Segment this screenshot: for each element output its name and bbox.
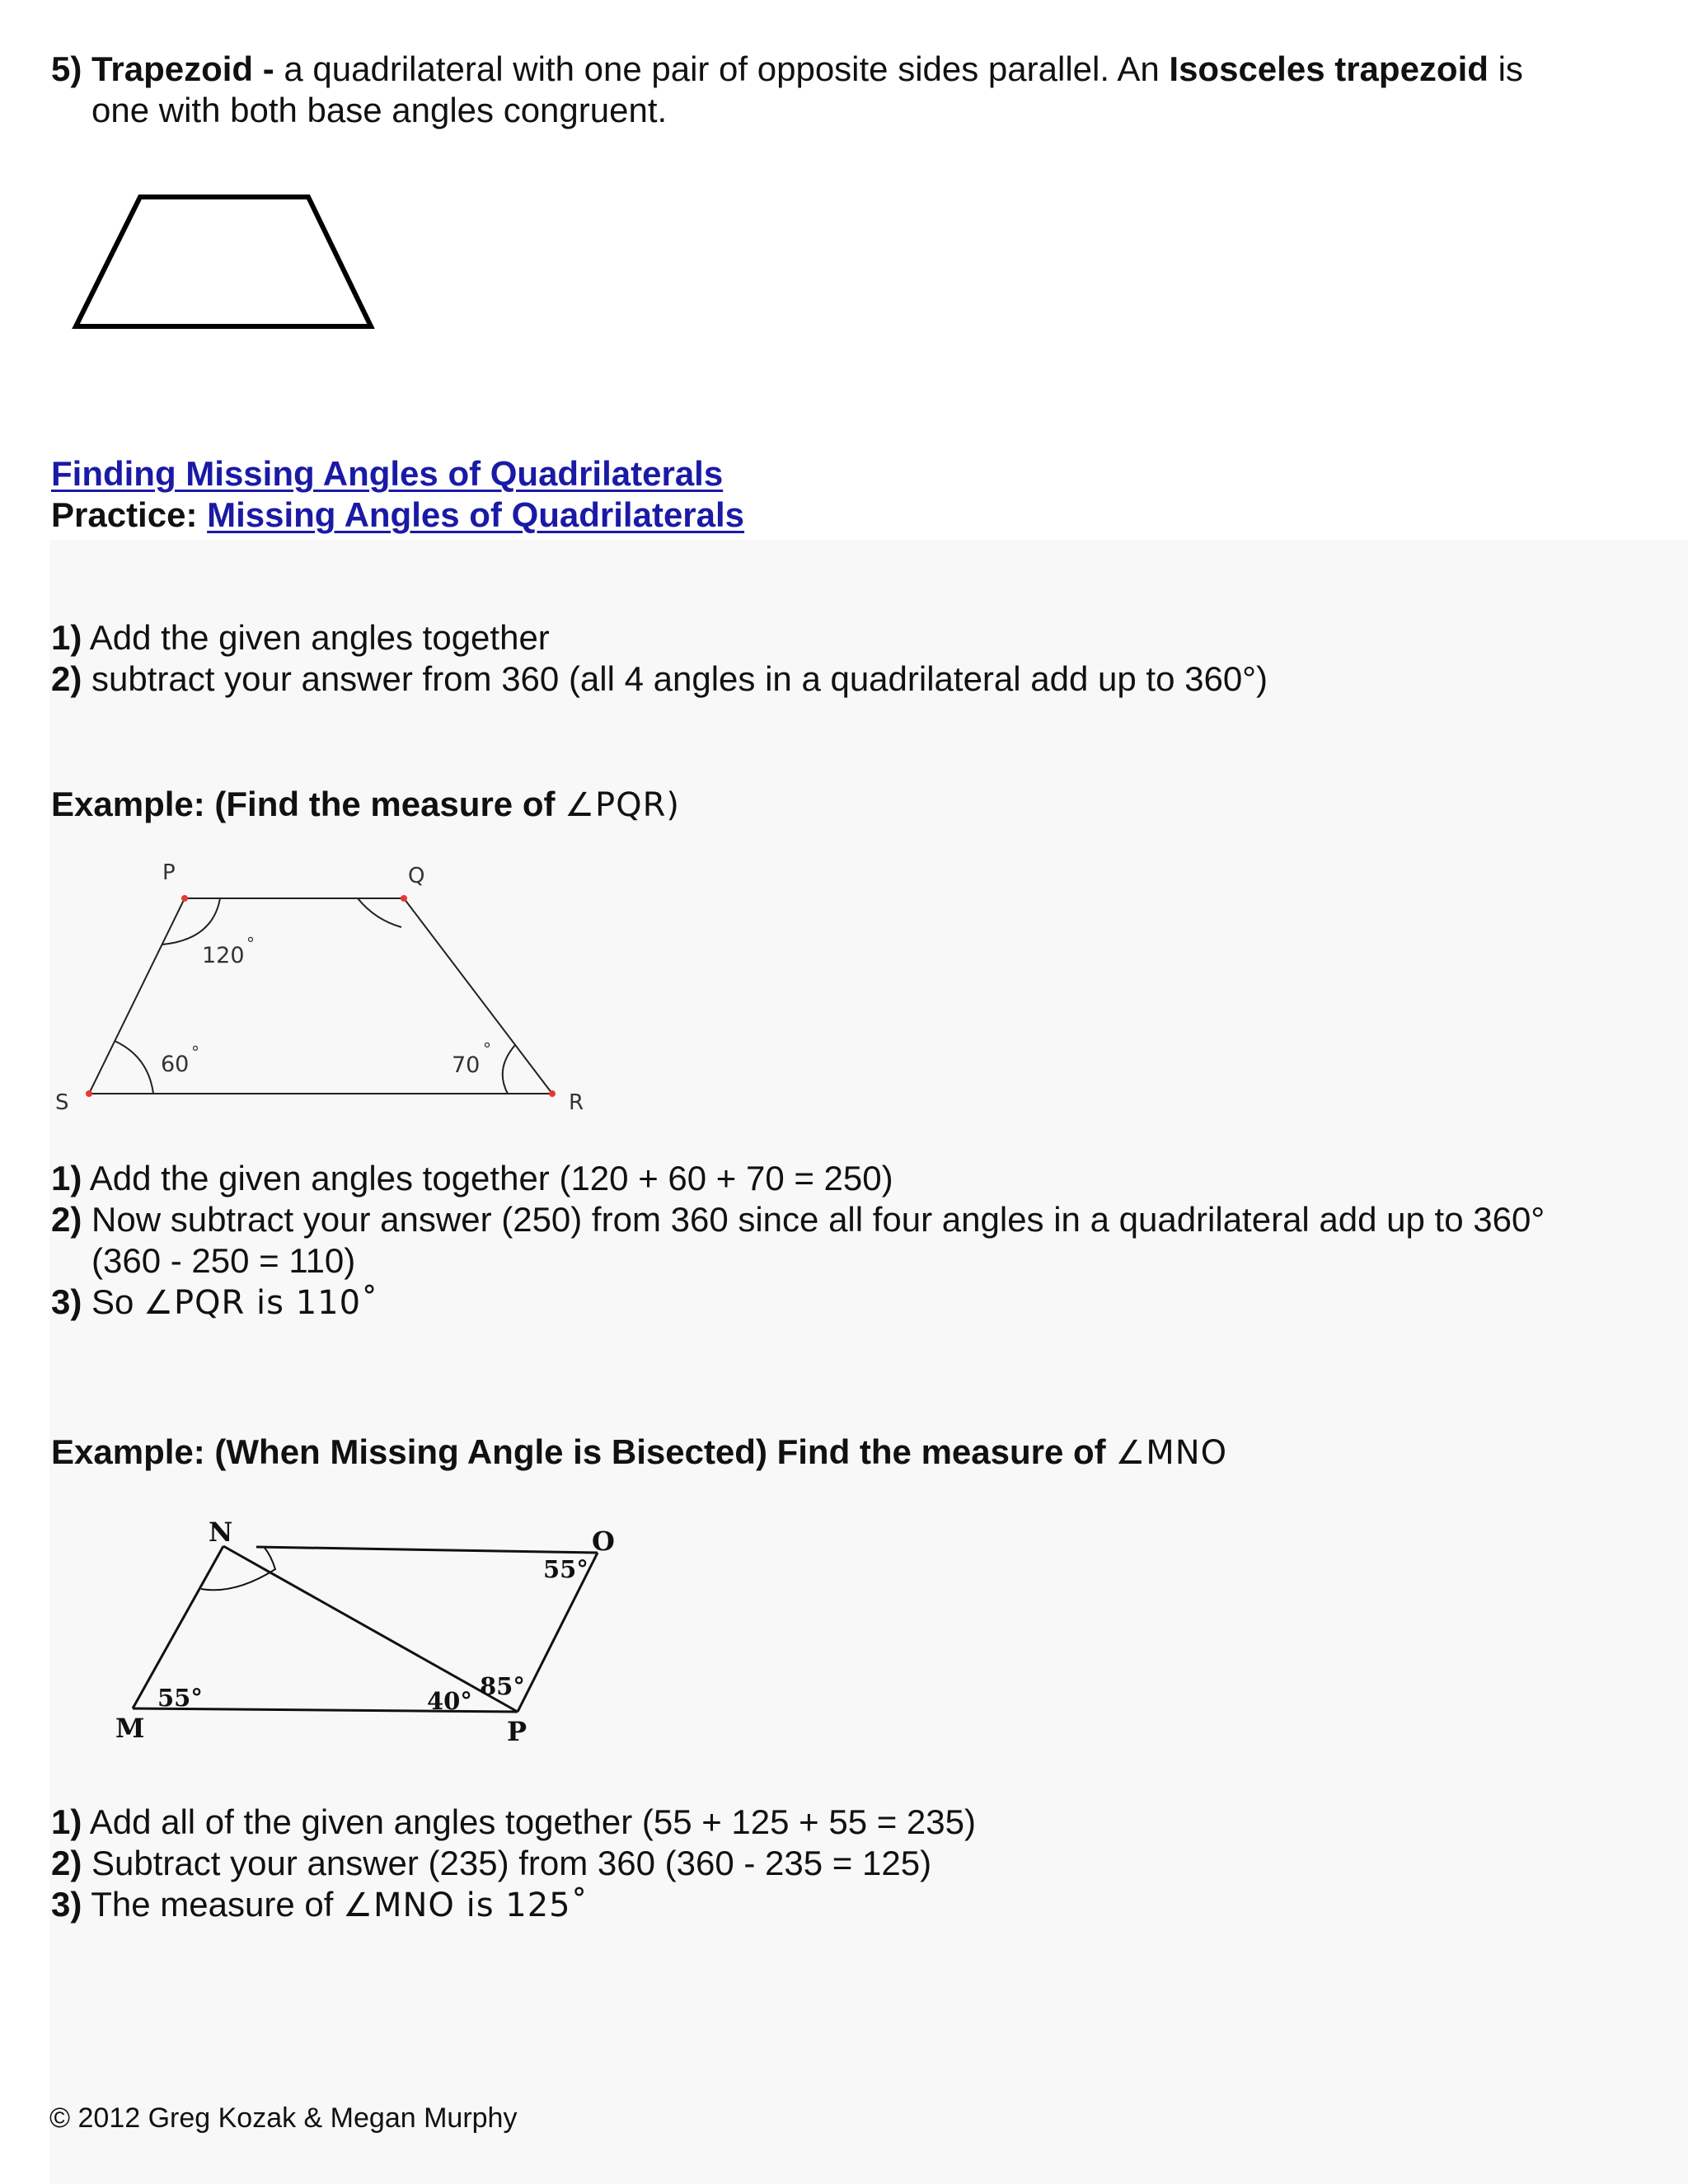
vertex-dot-s	[86, 1090, 92, 1097]
step-1	[51, 617, 550, 658]
vertex-dot-q	[401, 895, 407, 902]
example-1-step-2	[51, 1199, 1545, 1240]
example-2-title	[51, 1432, 1227, 1474]
example-1-title	[51, 784, 680, 826]
copyright-footer: © 2012 Greg Kozak & Megan Murphy	[49, 2102, 518, 2134]
quadrilateral-pqrs-figure	[49, 853, 602, 1121]
vertex-label-p: P	[162, 860, 176, 885]
angle-label-p-right: 85°	[480, 1672, 525, 1700]
step-number: 3)	[51, 1282, 82, 1321]
definition-line-2: one with both base angles congruent.	[91, 91, 668, 129]
step-text: subtract your answer from 360 (all 4 angles in a quadrilateral add up to 360°)	[82, 659, 1268, 698]
vertex-label-r: R	[569, 1090, 584, 1115]
lesson-link-line	[51, 453, 723, 494]
angle-arc-s	[115, 1041, 153, 1094]
trapezoid-figure	[66, 185, 383, 338]
example-title-text: Example: (Find the measure of	[51, 785, 565, 823]
step-angle-expression: ∠MNO is 125˚	[343, 1886, 588, 1924]
vertex-label-n: N	[209, 1516, 233, 1548]
definition-text-end: is	[1488, 49, 1523, 88]
angle-label-m: 55°	[157, 1684, 203, 1712]
example-1-step-1	[51, 1158, 893, 1199]
angle-label-p-left: 40°	[427, 1687, 472, 1715]
vertex-label-m: M	[115, 1713, 145, 1744]
degree-mark-p: °	[246, 934, 255, 954]
angle-label-r: 70	[452, 1052, 481, 1078]
practice-link[interactable]: Missing Angles of Quadrilaterals	[207, 495, 745, 534]
example-title-angle: ∠PQR)	[565, 786, 681, 824]
example-2-step-1	[51, 1802, 976, 1843]
step-text: Add all of the given angles together (55 + 125 + 55 = 235)	[82, 1802, 976, 1841]
example-1-step-3	[51, 1282, 378, 1324]
degree-mark-r: °	[483, 1039, 491, 1059]
step-number: 1)	[51, 1159, 82, 1197]
vertex-dot-p	[181, 895, 188, 902]
step-2	[51, 658, 1268, 700]
vertex-label-q: Q	[408, 864, 425, 888]
step-number: 3)	[51, 1885, 82, 1924]
example-1-step-2-continued: (360 - 250 = 110)	[91, 1241, 356, 1280]
definition-text: a quadrilateral with one pair of opposite sides parallel. An	[274, 49, 1170, 88]
step-angle-expression: ∠PQR is 110˚	[143, 1284, 379, 1322]
vertex-label-s: S	[55, 1090, 69, 1115]
definition-term: Trapezoid -	[91, 49, 274, 88]
step-text: Now subtract your answer (250) from 360 since all four angles in a quadrilateral add up to 360°	[82, 1200, 1545, 1239]
definition-term-isosceles: Isosceles trapezoid	[1169, 49, 1489, 88]
degree-mark-s: °	[191, 1043, 199, 1062]
practice-line	[51, 494, 744, 536]
practice-label: Practice:	[51, 495, 198, 534]
definition-number: 5)	[51, 49, 82, 88]
parallelogram-mnop-figure	[103, 1508, 631, 1751]
vertex-label-o: O	[592, 1526, 615, 1557]
step-number: 2)	[51, 1844, 82, 1882]
step-text: The measure of	[82, 1885, 344, 1924]
angle-arc-p	[162, 898, 220, 944]
angle-label-p: 120	[202, 943, 245, 968]
example-title-angle: ∠MNO	[1115, 1434, 1228, 1472]
step-number: 1)	[51, 618, 82, 657]
vertex-label-p: P	[507, 1716, 528, 1747]
step-text: So	[82, 1282, 144, 1321]
step-number: 1)	[51, 1802, 82, 1841]
trapezoid-shape	[76, 197, 371, 326]
example-2-step-3	[51, 1884, 588, 1926]
angle-label-s: 60	[161, 1052, 190, 1077]
lesson-link[interactable]: Finding Missing Angles of Quadrilaterals	[51, 454, 724, 493]
step-number: 2)	[51, 659, 82, 698]
angle-arc-q	[358, 898, 401, 927]
step-number: 2)	[51, 1200, 82, 1239]
example-2-step-2	[51, 1843, 931, 1884]
angle-label-o: 55°	[543, 1555, 588, 1583]
step-text: Subtract your answer (235) from 360 (360 - 235 = 125)	[82, 1844, 932, 1882]
step-text: Add the given angles together	[82, 618, 550, 657]
vertex-dot-r	[549, 1090, 556, 1097]
trapezoid-definition	[51, 49, 1523, 90]
angle-arc-r	[503, 1045, 515, 1094]
step-text: Add the given angles together (120 + 60 + 70 = 250)	[82, 1159, 893, 1197]
example-title-text: Example: (When Missing Angle is Bisected) Find the measure of	[51, 1432, 1116, 1471]
